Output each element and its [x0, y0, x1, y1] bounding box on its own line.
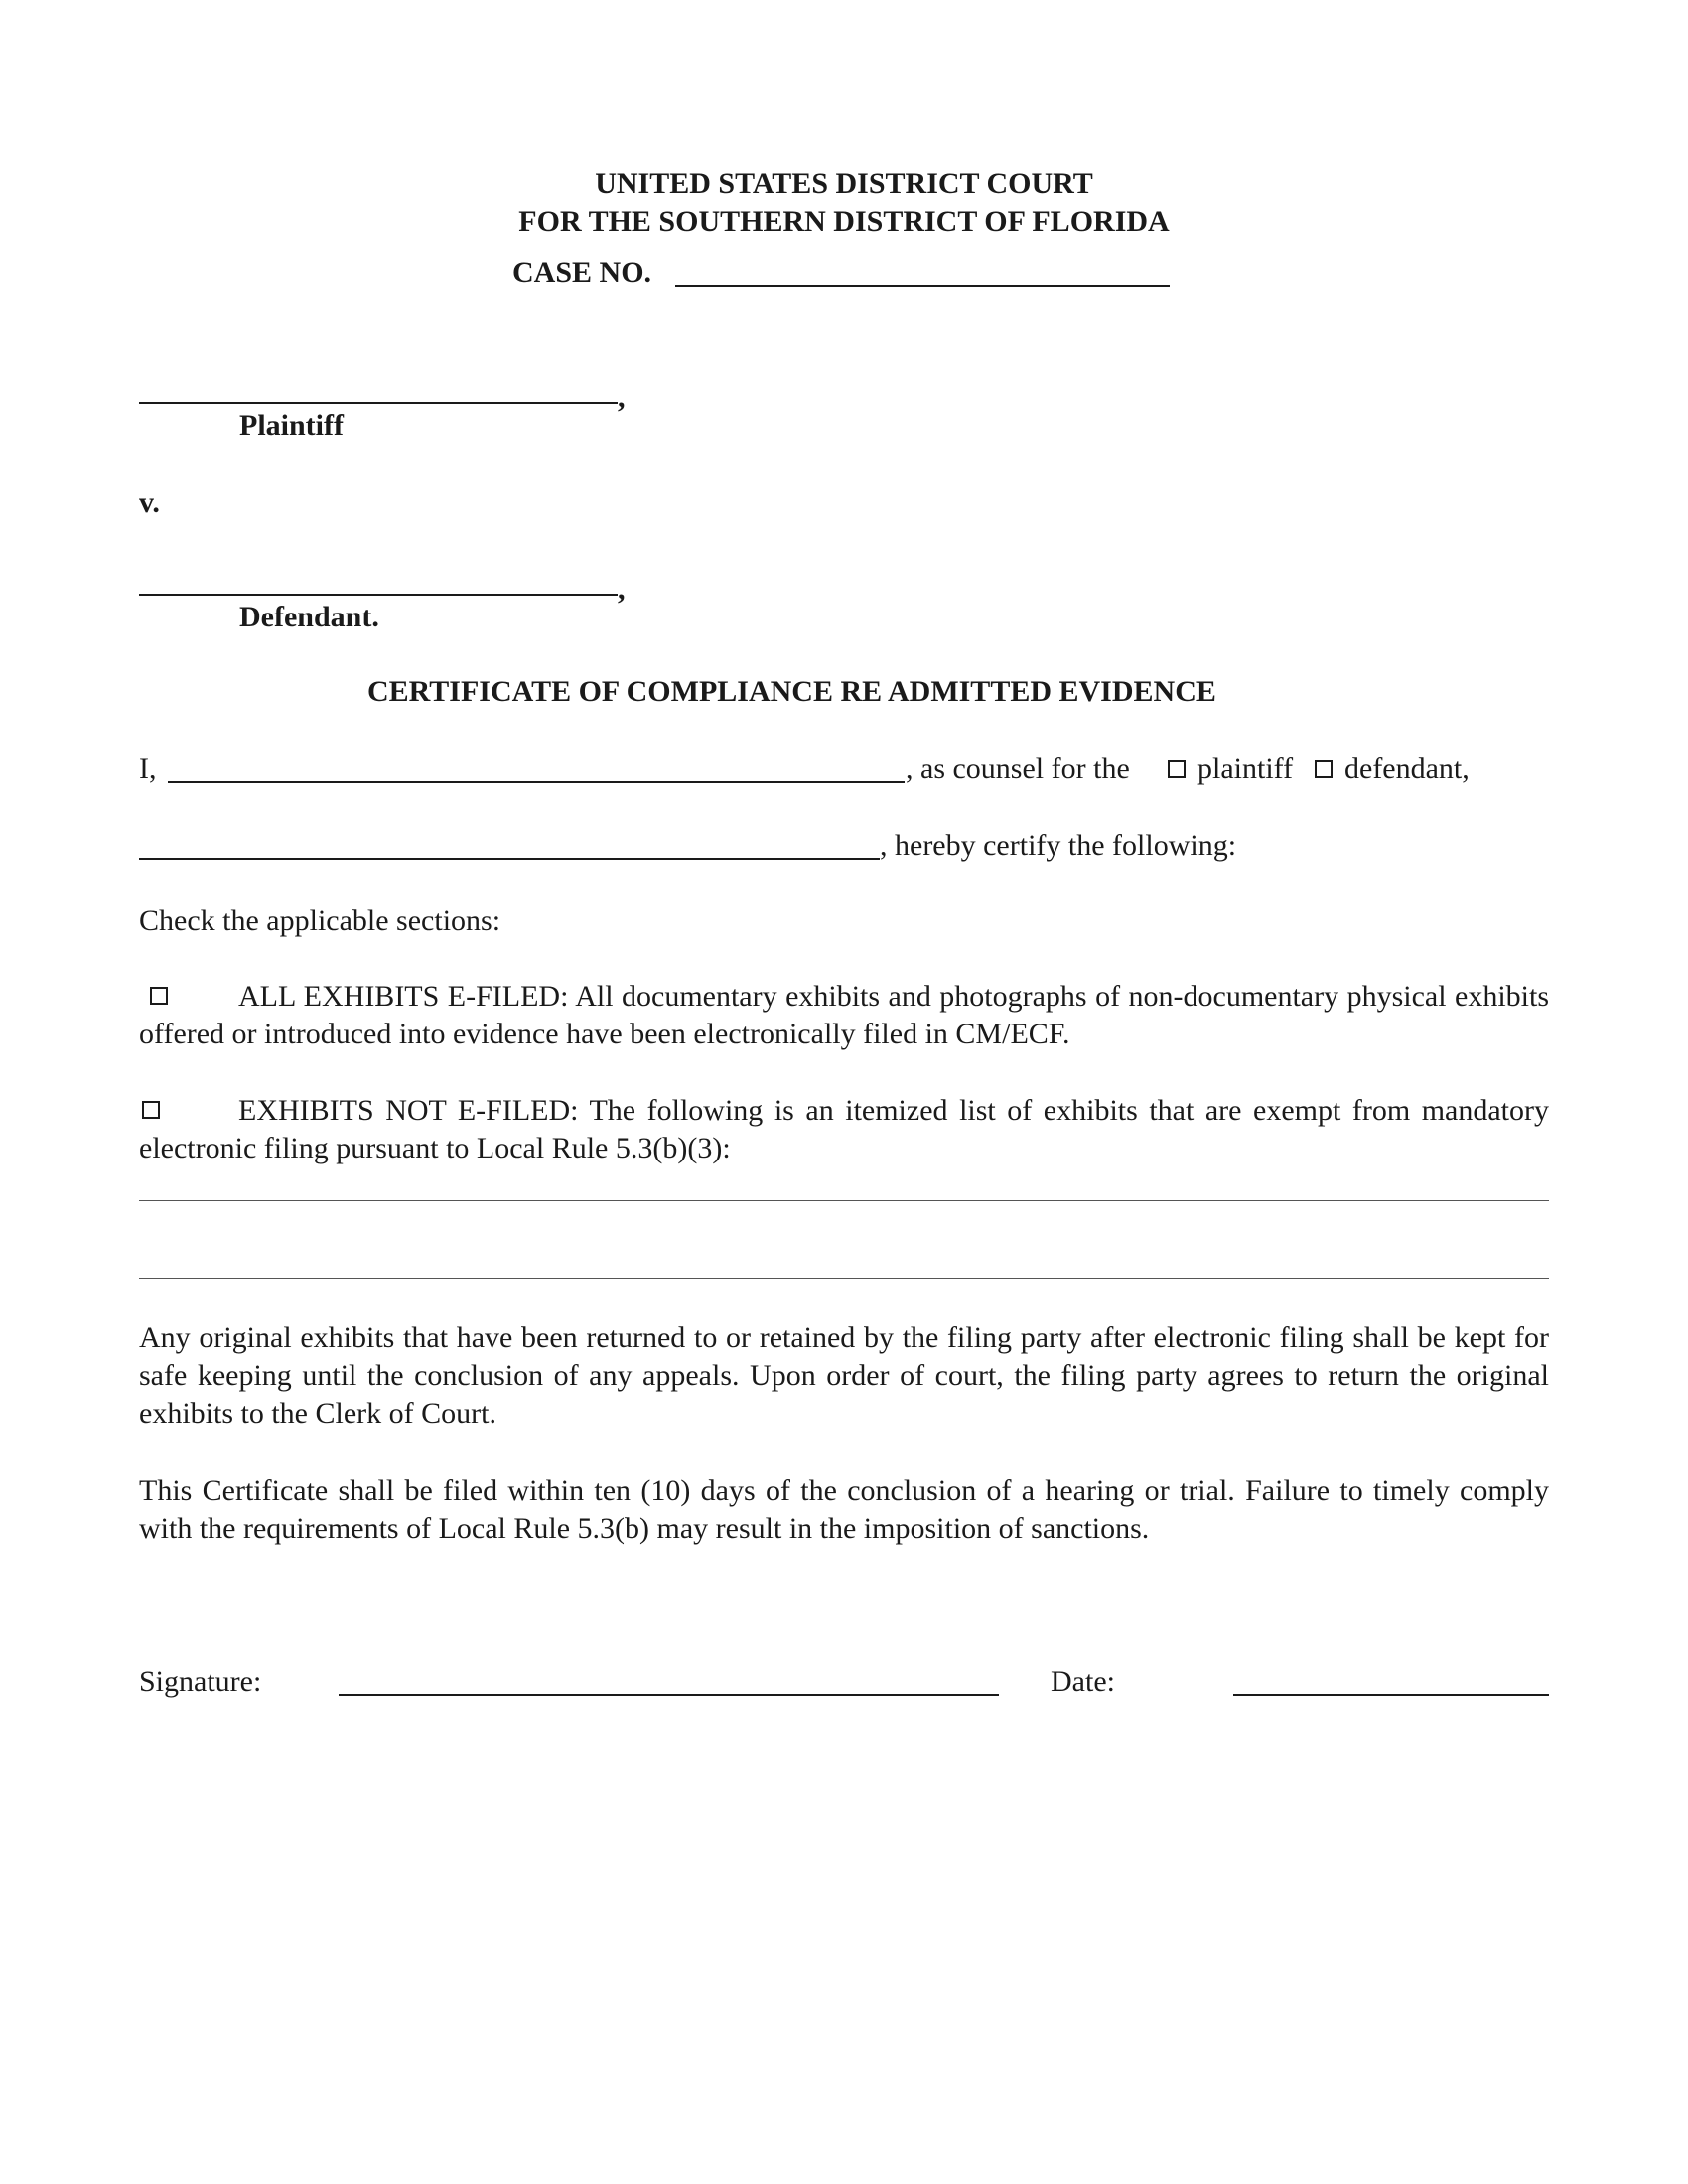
court-name: UNITED STATES DISTRICT COURT [595, 167, 1093, 200]
defendant-name-field[interactable] [139, 594, 618, 596]
as-counsel-text: , as counsel for the [906, 752, 1130, 785]
signature-field[interactable] [339, 1694, 999, 1696]
certify-text: , hereby certify the following: [880, 829, 1237, 862]
plaintiff-name-field[interactable] [139, 402, 618, 404]
party-name-field[interactable] [139, 858, 880, 860]
exhibit-list-line-1[interactable] [139, 1200, 1549, 1201]
counsel-name-field[interactable] [168, 781, 905, 783]
defendant-label: Defendant. [239, 601, 379, 633]
all-efiled-section [139, 978, 1549, 1053]
original-exhibits-paragraph: Any original exhibits that have been returned to or retained by the filing party after electronic filing shall be kept for safe keeping until the conclusion of any appeals. Upon order of court, the filing party agrees to return the original exhibits to the Clerk of Court. [139, 1321, 1549, 1430]
date-field[interactable] [1233, 1694, 1549, 1696]
instructions-text: Check the applicable sections: [139, 904, 501, 937]
plaintiff-comma: , [618, 381, 626, 414]
defendant-comma: , [618, 573, 626, 606]
versus-label: v. [139, 486, 160, 519]
counsel-prefix: I, [139, 752, 157, 785]
exhibit-list-line-2[interactable] [139, 1278, 1549, 1279]
all-efiled-text: ALL EXHIBITS E-FILED: All documentary exhibits and photographs of non-documentary physical exhibits offered or introduced into evidence have been electronically filed in CM/ECF. [139, 980, 1549, 1050]
case-no-field[interactable] [675, 285, 1170, 287]
document-title: CERTIFICATE OF COMPLIANCE RE ADMITTED EVIDENCE [367, 675, 1216, 708]
signature-label: Signature: [139, 1665, 262, 1698]
defendant-checkbox[interactable] [1315, 760, 1333, 778]
case-no-label: CASE NO. [512, 256, 652, 289]
plaintiff-label: Plaintiff [239, 409, 344, 442]
plaintiff-checkbox[interactable] [1168, 760, 1186, 778]
date-label: Date: [1051, 1665, 1115, 1698]
plaintiff-option-label: plaintiff [1197, 752, 1294, 785]
defendant-option-label: defendant, [1344, 752, 1470, 785]
not-efiled-section [139, 1092, 1549, 1167]
court-district: FOR THE SOUTHERN DISTRICT OF FLORIDA [518, 205, 1170, 238]
not-efiled-text: EXHIBITS NOT E-FILED: The following is an itemized list of exhibits that are exempt from mandatory electronic filing pursuant to Local Rule 5.3(b)(3): [139, 1094, 1549, 1164]
filing-deadline-paragraph: This Certificate shall be filed within ten (10) days of the conclusion of a hearing or trial. Failure to timely comply with the requirements of Local Rule 5.3(b) may result in the imposition of sanctions. [139, 1474, 1549, 1545]
